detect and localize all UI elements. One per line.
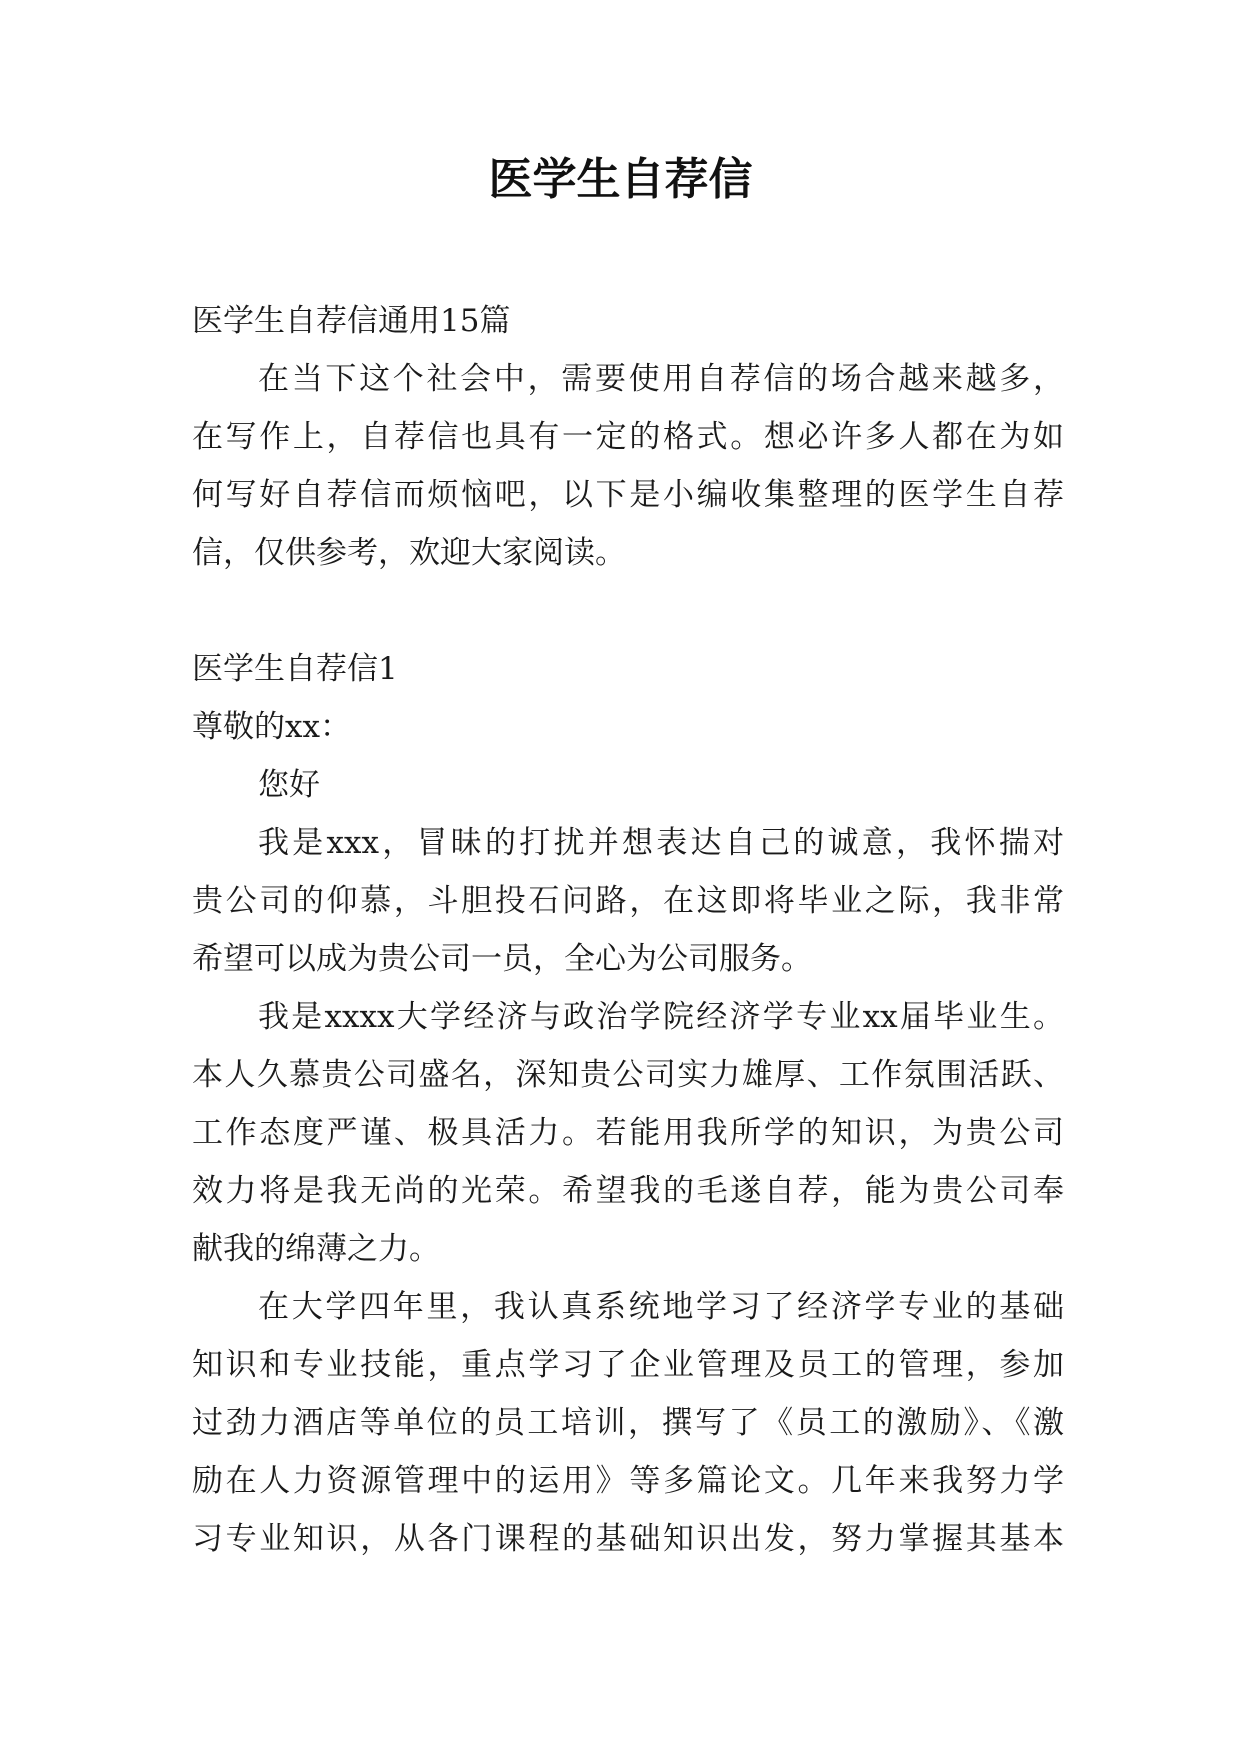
paragraph-line: 我是xxxx大学经济与政治学院经济学专业xx届毕业生。 — [258, 999, 1064, 1035]
paragraph-2 — [192, 988, 1064, 1278]
paragraph-line: 本人久慕贵公司盛名，深知贵公司实力雄厚、工作氛围活跃、 — [192, 1057, 1064, 1093]
paragraph-line: 励在人力资源管理中的运用》等多篇论文。几年来我努力学 — [192, 1463, 1064, 1499]
salutation: 尊敬的xx： — [192, 709, 351, 745]
paragraph-line: 献我的绵薄之力。 — [192, 1231, 440, 1267]
greeting: 您好 — [258, 767, 320, 803]
paragraph-line: 效力将是我无尚的光荣。希望我的毛遂自荐，能为贵公司奉 — [192, 1173, 1064, 1209]
paragraph-line: 过劲力酒店等单位的员工培训，撰写了《员工的激励》、《激 — [192, 1405, 1064, 1441]
paragraph-line: 信，仅供参考，欢迎大家阅读。 — [192, 535, 626, 571]
paragraph-line: 在当下这个社会中，需要使用自荐信的场合越来越多， — [258, 361, 1064, 397]
paragraph-3 — [192, 1278, 1064, 1568]
paragraph-line: 何写好自荐信而烦恼吧，以下是小编收集整理的医学生自荐 — [192, 477, 1064, 513]
paragraph-line: 希望可以成为贵公司一员，全心为公司服务。 — [192, 941, 812, 977]
paragraph-1 — [192, 814, 1064, 988]
paragraph-line: 习专业知识，从各门课程的基础知识出发，努力掌握其基本 — [192, 1521, 1064, 1557]
paragraph-line: 工作态度严谨、极具活力。若能用我所学的知识，为贵公司 — [192, 1115, 1064, 1151]
paragraph-line: 贵公司的仰慕，斗胆投石问路，在这即将毕业之际，我非常 — [192, 883, 1064, 919]
paragraph-line: 我是xxx，冒昧的打扰并想表达自己的诚意，我怀揣对 — [258, 825, 1064, 861]
document-subtitle: 医学生自荐信通用15篇 — [192, 303, 511, 339]
document-title: 医学生自荐信 — [488, 154, 753, 205]
paragraph-line: 在写作上，自荐信也具有一定的格式。想必许多人都在为如 — [192, 419, 1064, 455]
document-body — [192, 292, 1064, 1568]
section-spacer — [192, 582, 1064, 640]
paragraph-line: 在大学四年里，我认真系统地学习了经济学专业的基础 — [258, 1289, 1064, 1325]
section-heading: 医学生自荐信1 — [192, 651, 398, 687]
intro-paragraph — [192, 350, 1064, 582]
paragraph-line: 知识和专业技能，重点学习了企业管理及员工的管理，参加 — [192, 1347, 1064, 1383]
